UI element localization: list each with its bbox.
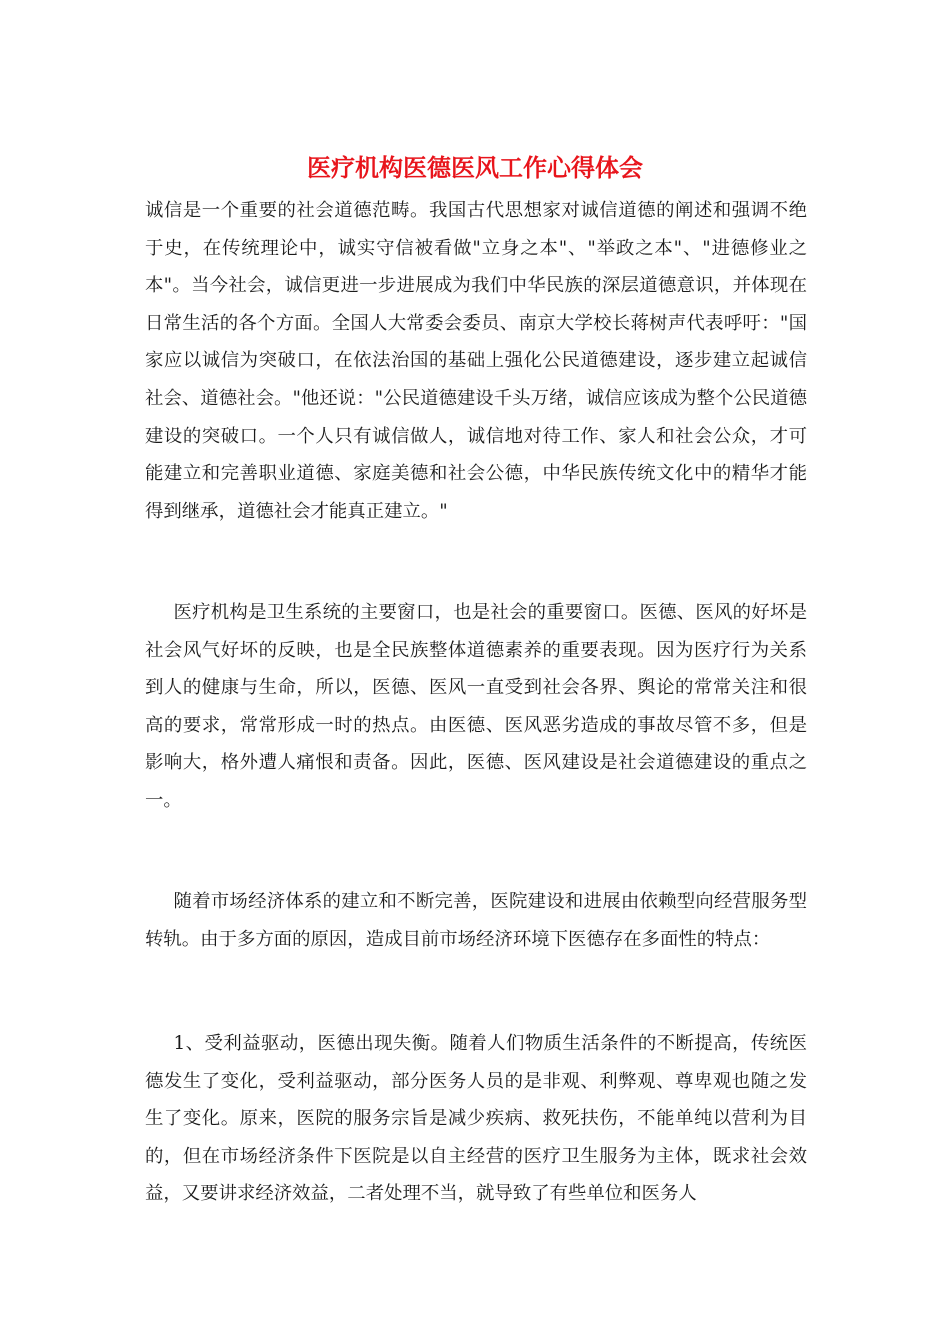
paragraph-market-economy: 随着市场经济体系的建立和不断完善，医院建设和进展由依赖型向经营服务型转轨。由于多方面的原因，造成目前市场经济环境下医德存在多面性的特点： <box>145 891 807 950</box>
paragraph-medical-institutions: 医疗机构是卫生系统的主要窗口，也是社会的重要窗口。医德、医风的好坏是社会风气好坏的反映，也是全民族整体道德素养的重要表现。因为医疗行为关系到人的健康与生命，所以，医德、医风一直受到社会各界、舆论的常常关注和很高的要求，常常形成一时的热点。由医德、医风恶劣造成的事故尽管不多，但是影响大，格外遭人痛恨和责备。因此，医德、医风建设是社会道德建设的重点之一。 <box>145 602 807 811</box>
document-title: 医疗机构医德医风工作心得体会 <box>307 153 643 182</box>
paragraph-point-1: 1、受利益驱动，医德出现失衡。随着人们物质生活条件的不断提高，传统医德发生了变化，受利益驱动，部分医务人员的是非观、利弊观、尊卑观也随之发生了变化。原来，医院的服务宗旨是减少疾病、救死扶伤，不能单纯以营利为目的，但在市场经济条件下医院是以自主经营的医疗卫生服务为主体，既求社会效益，又要讲求经济效益，二者处理不当，就导致了有些单位和医务人 <box>145 1033 807 1205</box>
paragraph-integrity: 诚信是一个重要的社会道德范畴。我国古代思想家对诚信道德的阐述和强调不绝于史，在传统理论中，诚实守信被看做"立身之本"、"举政之本"、"进德修业之本"。当今社会，诚信更进一步进展成为我们中华民族的深层道德意识，并体现在日常生活的各个方面。全国人大常委会委员、南京大学校长蒋树声代表呼吁："国家应以诚信为突破口，在依法治国的基础上强化公民道德建设，逐步建立起诚信社会、道德社会。"他还说："公民道德建设千头万绪，诚信应该成为整个公民道德建设的突破口。一个人只有诚信做人，诚信地对待工作、家人和社会公众，才可能建立和完善职业道德、家庭美德和社会公德，中华民族传统文化中的精华才能得到继承，道德社会才能真正建立。" <box>145 200 807 522</box>
